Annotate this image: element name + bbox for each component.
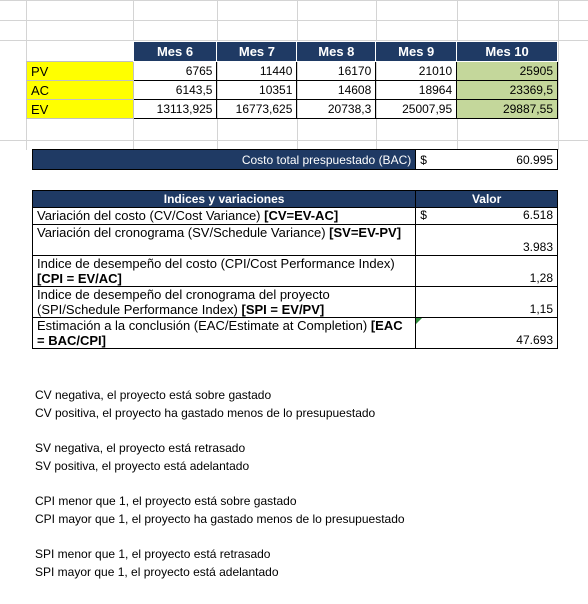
index-description[interactable]: Variación del costo (CV/Cost Variance) [CV=EV-AC] (33, 208, 416, 225)
table-cell-highlight[interactable]: 29887,55 (457, 100, 558, 119)
cell-comment-marker (416, 318, 422, 324)
table-cell[interactable]: 20738,3 (297, 100, 376, 119)
formula: [CV=EV-AC] (264, 208, 339, 223)
index-value: 1,15 (529, 302, 553, 316)
bac-value-cell[interactable] (416, 150, 558, 170)
monthly-values-table (26, 41, 558, 119)
index-value-cell[interactable] (416, 318, 558, 349)
bac-row (33, 150, 558, 170)
note-line[interactable]: CV positiva, el proyecto ha gastado menos de lo presupuestado (35, 406, 376, 420)
formula: [SPI = EV/PV] (241, 302, 325, 317)
formula: [EAC = BAC/CPI] (37, 318, 403, 348)
formula: [SV=EV-PV] (329, 225, 402, 240)
valor-header[interactable]: Valor (416, 191, 558, 208)
table-cell[interactable]: 6765 (133, 62, 217, 81)
interpretation-notes (35, 386, 405, 581)
note-line[interactable]: CPI menor que 1, el proyecto está sobre gastado (35, 494, 297, 508)
month-header[interactable]: Mes 6 (133, 42, 217, 62)
table-cell[interactable]: 16773,625 (217, 100, 297, 119)
indices-table (32, 190, 558, 349)
table-cell[interactable]: 13113,925 (133, 100, 217, 119)
table-cell[interactable]: 11440 (217, 62, 297, 81)
note-line[interactable]: CPI mayor que 1, el proyecto ha gastado menos de lo presupuestado (35, 512, 405, 526)
table-row-ac (27, 81, 558, 100)
note-line[interactable]: CV negativa, el proyecto está sobre gastado (35, 388, 272, 402)
index-value: 47.693 (516, 333, 553, 347)
index-value-cell[interactable] (416, 256, 558, 287)
note-line[interactable]: SPI mayor que 1, el proyecto está adelantado (35, 565, 279, 579)
note-line[interactable]: SPI menor que 1, el proyecto está retrasado (35, 547, 271, 561)
month-header[interactable]: Mes 9 (376, 42, 457, 62)
index-row-cv (33, 208, 558, 225)
row-label-ac[interactable]: AC (27, 81, 134, 100)
index-value-cell[interactable] (416, 287, 558, 318)
table-cell[interactable]: 25007,95 (376, 100, 457, 119)
note-line[interactable]: SV positiva, el proyecto está adelantado (35, 459, 250, 473)
row-label-ev[interactable]: EV (27, 100, 134, 119)
index-description[interactable]: Variación del cronograma (SV/Schedule Variance) [SV=EV-PV] (33, 225, 416, 256)
table-cell[interactable]: 10351 (217, 81, 297, 100)
row-label-pv[interactable]: PV (27, 62, 134, 81)
index-value: 6.518 (522, 208, 553, 222)
bac-value: 60.995 (516, 152, 553, 167)
index-description[interactable]: Indice de desempeño del cronograma del proyecto (SPI/Schedule Performance Index) [SPI = EV/PV] (33, 287, 416, 318)
header-blank-cell (27, 42, 134, 62)
bac-label[interactable]: Costo total prespuestado (BAC) (33, 150, 416, 170)
bac-table (32, 149, 558, 170)
currency-symbol: $ (420, 152, 427, 167)
indices-header[interactable]: Indices y variaciones (33, 191, 416, 208)
index-row-spi (33, 287, 558, 318)
month-header[interactable]: Mes 8 (297, 42, 376, 62)
index-description[interactable]: Estimación a la conclusión (EAC/Estimate at Completion) [EAC = BAC/CPI] (33, 318, 416, 349)
table-cell[interactable]: 6143,5 (133, 81, 217, 100)
table-cell-highlight[interactable]: 23369,5 (457, 81, 558, 100)
table-cell[interactable]: 16170 (297, 62, 376, 81)
table-row-ev (27, 100, 558, 119)
table-row-pv (27, 62, 558, 81)
index-value-cell[interactable] (416, 208, 558, 225)
indices-header-row (33, 191, 558, 208)
table-cell-highlight[interactable]: 25905 (457, 62, 558, 81)
index-description[interactable]: Indice de desempeño del costo (CPI/Cost Performance Index) [CPI = EV/AC] (33, 256, 416, 287)
index-value-cell[interactable] (416, 225, 558, 256)
note-line[interactable]: SV negativa, el proyecto está retrasado (35, 441, 246, 455)
formula: [CPI = EV/AC] (37, 271, 122, 286)
table-header-row (27, 42, 558, 62)
month-header[interactable]: Mes 7 (217, 42, 297, 62)
month-header[interactable]: Mes 10 (457, 42, 558, 62)
index-value: 3.983 (522, 240, 553, 254)
table-cell[interactable]: 21010 (376, 62, 457, 81)
index-row-eac (33, 318, 558, 349)
index-row-sv (33, 225, 558, 256)
index-row-cpi (33, 256, 558, 287)
index-value: 1,28 (529, 271, 553, 285)
currency-symbol: $ (420, 208, 427, 222)
table-cell[interactable]: 14608 (297, 81, 376, 100)
table-cell[interactable]: 18964 (376, 81, 457, 100)
